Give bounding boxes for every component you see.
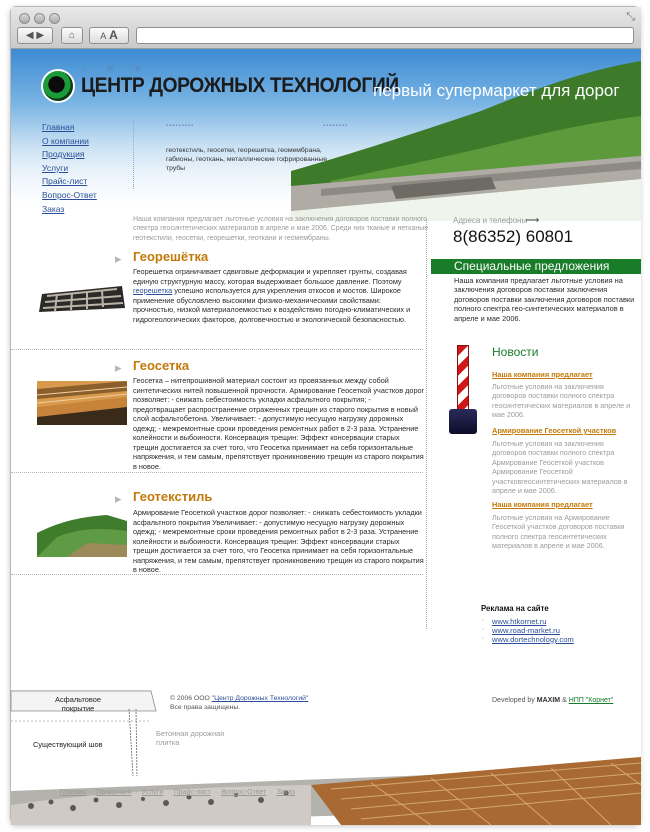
copyright-prefix: © 2006 ООО	[170, 695, 212, 702]
home-icon: ⌂	[68, 30, 76, 41]
footer-link-faq[interactable]: Вопрос-Ответ	[221, 789, 267, 796]
nav-divider	[133, 121, 134, 189]
arrow-icon: ▸	[115, 360, 122, 375]
road-post-base	[449, 409, 477, 434]
company-link[interactable]: "Центр Дорожных Технологий"	[211, 695, 309, 702]
section-divider	[11, 472, 423, 473]
product-title-geotekstil[interactable]: Геотекстиль	[133, 489, 213, 504]
ampersand: &	[562, 697, 567, 704]
column-divider	[426, 219, 427, 629]
arrow-icon: ▸	[115, 251, 122, 266]
header-shortcut-icons[interactable]	[81, 65, 162, 73]
company-name[interactable]: ЦЕНТР ДОРОЖНЫХ ТЕХНОЛОГИЙ	[81, 74, 399, 97]
special-offers-text: Наша компания предлагает льготные условия на заключения договоров поставки заключения договоров поставки заключения договоров поставки полного спектра гео-синтетических материалов в апреле и мае 2006.	[454, 276, 635, 323]
copyright	[170, 694, 308, 712]
ad-link-road-market[interactable]: www.road-market.ru	[492, 626, 560, 635]
news-text: Льготные условия на заключения договоров поставки полного спектра Армирование Геосеткой участков Армирование Геосеткой участковгеосинтетических материалов в апреле и мае 2006.	[492, 439, 628, 496]
web-page	[11, 49, 641, 825]
footer-nav: · Главная · Продукция · Услуги · Прайс-лист · Вопрос-Ответ · Заказ ·	[53, 789, 302, 796]
asphalt-label: Асфальтовое покрытие	[55, 695, 101, 713]
decor-dots: ▪▪▪▪▪▪▪▪	[323, 123, 349, 129]
minimize-window-button[interactable]	[34, 13, 45, 24]
seam-label: Существующий шов	[33, 740, 103, 749]
product-image-geosetka[interactable]	[37, 381, 127, 425]
nav-link-faq[interactable]: Вопрос-Ответ	[42, 189, 97, 200]
section-divider	[11, 574, 423, 575]
footer-link-home[interactable]: Главная	[59, 789, 86, 796]
ads-title: Реклама на сайте	[481, 604, 549, 613]
intro-text: Наша компания предлагает льготные условия на заключения договоров поставки полного спектра геосинтетических материалов в апреле и мае 2006. Среди них тканые и нетканые геотекстили, геосетки, георешетки, геоткани и геомембраны.	[133, 216, 429, 242]
tagline: геотекстиль, геосетки, георешетка, геомембрана, габионы, геоткань, металлические гофрированные трубы	[166, 147, 328, 172]
road-post-illustration	[457, 345, 469, 413]
bullet-icon: ◦	[482, 636, 485, 642]
bullet-icon: ◦	[482, 618, 485, 624]
product-title-georeshetka[interactable]: Георешётка	[133, 249, 209, 264]
footer-link-services[interactable]: Услуги	[141, 789, 164, 796]
product-text: Георешетка ограничивает сдвиговые деформации и укрепляет грунты, создавая единую структурную массу, которая выдерживает большое давление. Поэтому	[133, 267, 407, 286]
special-offers-title: Специальные предложения	[454, 259, 610, 273]
address-bar[interactable]	[136, 27, 634, 44]
nav-link-order[interactable]: Заказ	[42, 203, 65, 214]
nav-link-services[interactable]: Услуги	[42, 162, 69, 173]
mail-shortcut-icon: ✉	[107, 66, 136, 73]
main-nav	[42, 121, 97, 216]
home-shortcut-icon: ⌂	[81, 66, 108, 73]
news-text: Льготные условия на заключения договоров поставки полного спектра геосинтетических материалов в апреле и мае 2006.	[492, 382, 631, 420]
browser-window	[10, 6, 640, 824]
section-divider	[11, 349, 423, 350]
maxim-logo[interactable]: MAXIM	[536, 697, 561, 704]
news-link[interactable]: Наша компания предлагает	[492, 500, 593, 509]
home-button[interactable]	[61, 27, 83, 44]
close-window-button[interactable]	[19, 13, 30, 24]
text-size-buttons[interactable]	[89, 27, 129, 44]
arrow-icon: ▸	[115, 491, 122, 506]
sitemap-shortcut-icon: ⚲	[135, 66, 163, 73]
georeshetka-link[interactable]: георешетка	[133, 286, 173, 295]
kornet-link[interactable]: НПП "Корнет"	[568, 697, 614, 704]
text-smaller-button[interactable]: A	[100, 31, 107, 41]
bullet-icon: ◦	[482, 627, 485, 633]
phone-number: 8(86352) 60801	[453, 227, 574, 246]
footer-link-order[interactable]: Заказ	[276, 789, 296, 796]
ad-link-htkornet[interactable]: www.htkornet.ru	[492, 617, 547, 626]
news-link[interactable]: Наша компания предлагает	[492, 370, 593, 379]
news-title: Новости	[492, 345, 539, 359]
ad-link-dortechnology[interactable]: www.dortechnology.com	[492, 635, 574, 644]
news-link[interactable]: Армирование Геосеткой участков	[492, 426, 617, 435]
product-image-georeshetka[interactable]	[37, 272, 127, 316]
nav-link-pricelist[interactable]: Прайс-лист	[42, 176, 88, 187]
footer-link-pricelist[interactable]: Прайс-лист	[173, 789, 211, 796]
slogan: первый супермаркет для дорог	[373, 81, 620, 100]
product-description	[133, 267, 425, 324]
nav-link-about[interactable]: О компании	[42, 135, 89, 146]
rights-text: Все права защищены.	[170, 704, 241, 711]
product-description: Армирование Геосеткой участков дорог позволяет: - снижать себестоимость укладки асфальтного покрытия Увеличивает: - допустимую несущую нагрузку дорожных одежд; - межремонтные сроки проведения ремонтных работ в 2-3 раза. Устранение колейности и выбоиности. Консервация трещин: Эффект консервации старых трещин достигается за счет того, что Геосетка принимает на себя горизонтальные напряжения, и тем самым, препятствует проникновению трещин из старого покрытия в новое.	[133, 508, 424, 574]
text-larger-button[interactable]: A	[109, 28, 118, 42]
zoom-window-button[interactable]	[49, 13, 60, 24]
back-forward-buttons[interactable]	[17, 27, 53, 44]
nav-link-products[interactable]: Продукция	[42, 149, 85, 160]
forward-icon[interactable]: ▶	[36, 30, 45, 41]
product-description: Геосетка – нитепрошивной материал состоит из провязанных между собой синтетических нитей повышенной прочности. Армирование Геосеткой участков дорог позволяет: - снижать себестоимость укладки асфальтного покрытия; - предотвращает распространение отраженных трещин из старого покрытия в новый слой асфальтобетона. Увеличивает: - допустимую несущую нагрузку дорожных одежд; - межремонтные сроки проведения ремонтных работ в 2-3 раза. Устранение колейности и выбоиности. Консервация трещин: Эффект консервации старых трещин достигается за счет того, что Геосетка принимает на себя горизонтальные напряжения, и тем самым, препятствует проникновению трещин из старого покрытия в новое.	[133, 376, 425, 471]
fullscreen-icon[interactable]: ⤡	[626, 11, 635, 23]
product-title-geosetka[interactable]: Геосетка	[133, 358, 190, 373]
back-icon[interactable]: ◀	[25, 30, 34, 41]
decor-dots: ▪▪▪▪▪▪▪▪▪	[166, 123, 195, 129]
company-logo[interactable]	[41, 69, 75, 103]
contacts-label[interactable]: Адреса и телефоны	[453, 216, 528, 225]
developed-prefix: Developed by	[492, 697, 535, 704]
footer-link-products[interactable]: Продукция	[96, 789, 132, 796]
product-image-geotekstil[interactable]	[37, 513, 127, 557]
browser-toolbar	[11, 7, 641, 49]
nav-link-home[interactable]: Главная	[42, 122, 75, 132]
news-text: Льготные условия на Армирование Геосеткой участков договоров поставки полного спектра геосинтетических материалов в апреле и мае 2006.	[492, 513, 625, 551]
developer-credit	[492, 697, 613, 704]
product-text: успешно используется для укрепления откосов и мостов. Широкое применение обусловлено высокими физико-механическими свойствами: прочностью, низкой материалоемкостью к воздействию погодно-климатических и гидрогеологических факторов, долговечностью и экологической безопасностью.	[133, 286, 411, 324]
header-banner	[11, 49, 641, 214]
arrow-right-icon: ⟶	[525, 215, 540, 226]
concrete-label: Бетонная дорожная плитка	[156, 729, 225, 747]
